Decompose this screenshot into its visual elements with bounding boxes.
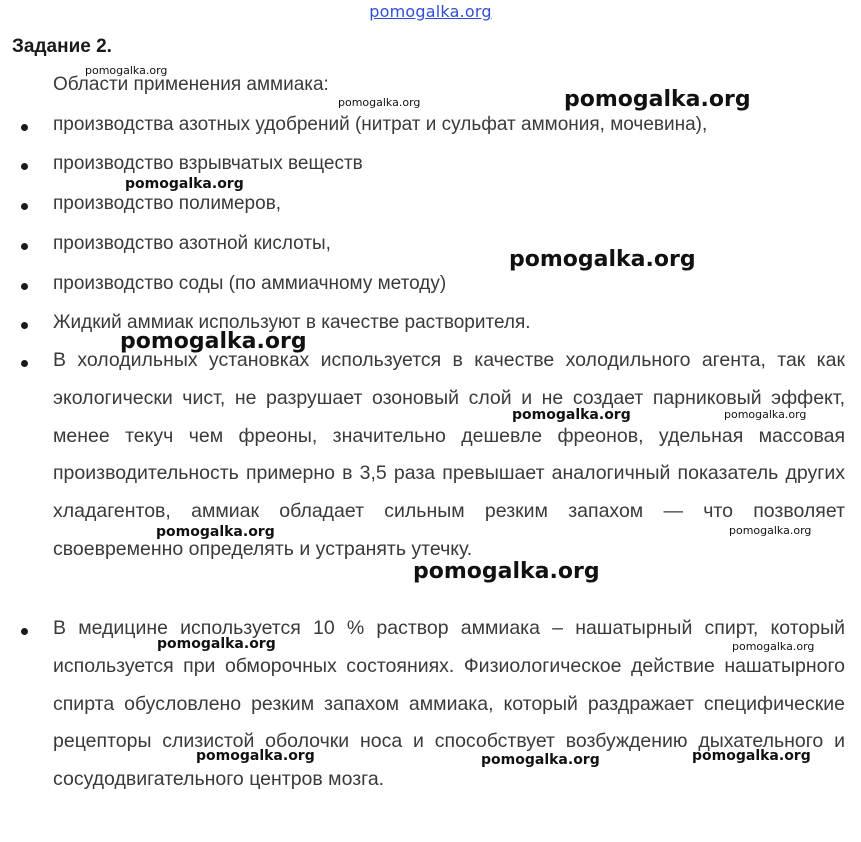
watermark: pomogalka.org [156, 524, 275, 540]
watermark: pomogalka.org [724, 408, 807, 421]
list-item-text: Жидкий аммиак используют в качестве растворителя. [53, 312, 531, 333]
site-header-link[interactable]: pomogalka.org [369, 2, 492, 21]
watermark: pomogalka.org [338, 96, 421, 109]
list-item-text: производство соды (по аммиачному методу) [53, 273, 447, 294]
task-title: Задание 2. [12, 36, 112, 57]
bullet-icon [21, 243, 28, 250]
list-item-paragraph: В медицине используется 10 % раствор аммиака – нашатырный спирт, который используется при обморочных состояниях. Физиологическое действие нашатырного спирта обусловлено резким запахом аммиака, который раздражает специфические рецепторы слизистой оболочки носа и способствует возбуждению дыхательного и сосудодвигательного центров мозга. [53, 617, 845, 791]
watermark: pomogalka.org [120, 329, 307, 354]
watermark: pomogalka.org [196, 748, 315, 764]
bullet-icon [21, 628, 28, 635]
watermark: pomogalka.org [732, 640, 815, 653]
watermark: pomogalka.org [729, 524, 812, 537]
bullet-icon [21, 124, 28, 131]
task-intro: Области применения аммиака: [53, 74, 329, 95]
bullet-icon [21, 360, 28, 367]
watermark: pomogalka.org [512, 407, 631, 423]
watermark: pomogalka.org [125, 176, 244, 192]
list-item-text: производство азотной кислоты, [53, 233, 331, 254]
list-item-text: производства азотных удобрений (нитрат и сульфат аммония, мочевина), [53, 114, 708, 135]
watermark: pomogalka.org [413, 559, 600, 584]
bullet-icon [21, 163, 28, 170]
bullet-icon [21, 203, 28, 210]
watermark: pomogalka.org [481, 752, 600, 768]
list-item-text: производство полимеров, [53, 193, 282, 214]
bullet-icon [21, 283, 28, 290]
list-item-text: производство взрывчатых веществ [53, 153, 363, 174]
watermark: pomogalka.org [157, 636, 276, 652]
watermark: pomogalka.org [692, 748, 811, 764]
watermark: pomogalka.org [564, 87, 751, 112]
watermark: pomogalka.org [85, 64, 168, 77]
list-item-paragraph: В холодильных установках используется в качестве холодильного агента, так как экологически чист, не разрушает озоновый слой и не создает парниковый эффект, менее текуч чем фреоны, значительно дешевле фреонов, удельная массовая производительность примерно в 3,5 раза превышает аналогичный показатель других хладагентов, аммиак обладает сильным резким запахом — что позволяет своевременно определять и устранять утечку. [53, 349, 845, 560]
bullet-icon [21, 322, 28, 329]
watermark: pomogalka.org [509, 247, 696, 272]
